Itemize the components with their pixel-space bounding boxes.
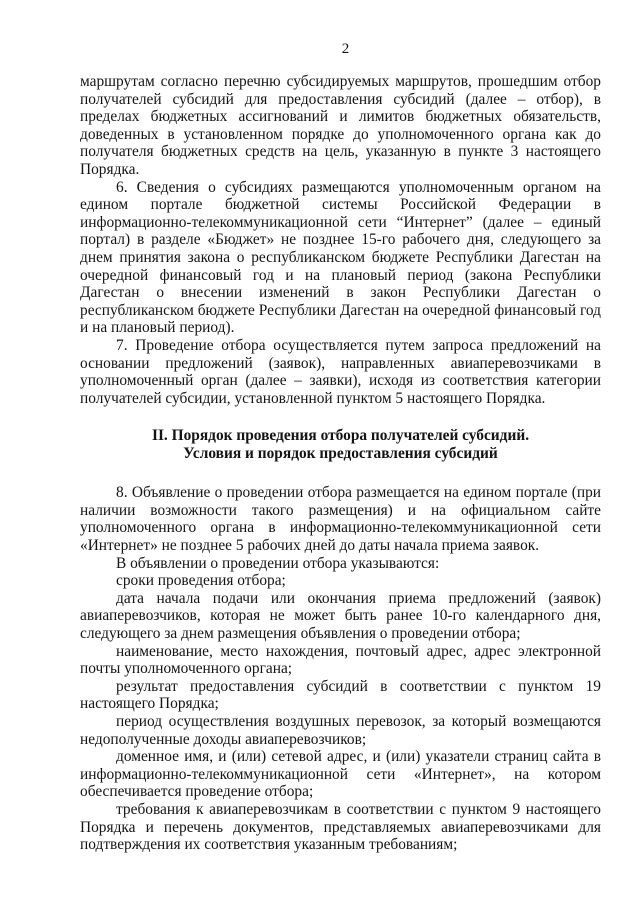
list-item-domain-name: доменное имя, и (или) сетевой адрес, и (или) указатели страниц сайта в информационно-телекоммуникационной сети «Интернет», на котором обеспечивается проведение отбора; (80, 748, 601, 801)
page-number: 2 (341, 41, 350, 57)
list-item-carrier-requirements: требования к авиаперевозчикам в соответствии с пунктом 9 настоящего Порядка и перечень документов, представляемых авиаперевозчиками для подтверждения их соответствия указанным требованиям; (80, 800, 601, 854)
list-item-selection-dates: сроки проведения отбора; (116, 572, 286, 590)
list-item-application-dates: дата начала подачи или окончания приема предложений (заявок) авиаперевозчиков, которая не может быть ранее 10-го календарного дня, следующего за днем размещения объявления о проведении отбора; (80, 589, 601, 643)
list-item-flight-period: период осуществления воздушных перевозок, за который возмещаются недополученные доходы авиаперевозчиков; (80, 713, 601, 748)
paragraph-item-8: 8. Объявление о проведении отбора размещается на едином портале (при наличии возможности такого размещения) и на официальном сайте уполномоченного органа в информационно-телекоммуникационной сети «Интернет» не позднее 5 рабочих дней до даты начала приема заявок. (80, 484, 601, 555)
section-heading-line-1: II. Порядок проведения отбора получателей субсидий. (151, 427, 530, 445)
paragraph-continuation: маршрутам согласно перечню субсидируемых маршрутов, прошедшим отбор получателей субсидий для предоставления субсидий (далее – отбор), в пределах бюджетных ассигнований и лимитов бюджетных обязательств, доведенных в установленном порядке до уполномоченного органа как до получателя бюджетных средств на цель, указанную в пункте 3 настоящего Порядка. (80, 73, 601, 178)
list-item-authority-contacts: наименование, место нахождения, почтовый адрес, адрес электронной почты уполномоченного органа; (80, 642, 601, 678)
paragraph-announcement-intro: В объявлении о проведении отбора указываются: (116, 554, 440, 572)
section-heading-line-2: Условия и порядок предоставления субсидий (183, 445, 498, 463)
list-item-subsidy-result: результат предоставления субсидий в соответствии с пунктом 19 настоящего Порядка; (80, 677, 601, 713)
paragraph-item-7: 7. Проведение отбора осуществляется путем запроса предложений на основании предложений (заявок), направленных авиаперевозчиками в уполномоченный орган (далее – заявки), исходя из соответствия категории получателей субсидии, установленной пунктом 5 настоящего Порядка. (80, 336, 601, 407)
section-heading (80, 427, 601, 463)
paragraph-item-6: 6. Сведения о субсидиях размещаются уполномоченным органом на едином портале бюджетной системы Российской Федерации в информационно-телекоммуникационной сети “Интернет” (далее – единый портал) в разделе «Бюджет» не позднее 15-го рабочего дня, следующего за днем принятия закона о республиканском бюджете Республики Дагестан на очередной финансовый год и на плановый период (закона Республики Дагестан о внесении изменений в закон Республики Дагестан о республиканском бюджете Республики Дагестан на очередной финансовый год и на плановый период). (80, 178, 601, 337)
